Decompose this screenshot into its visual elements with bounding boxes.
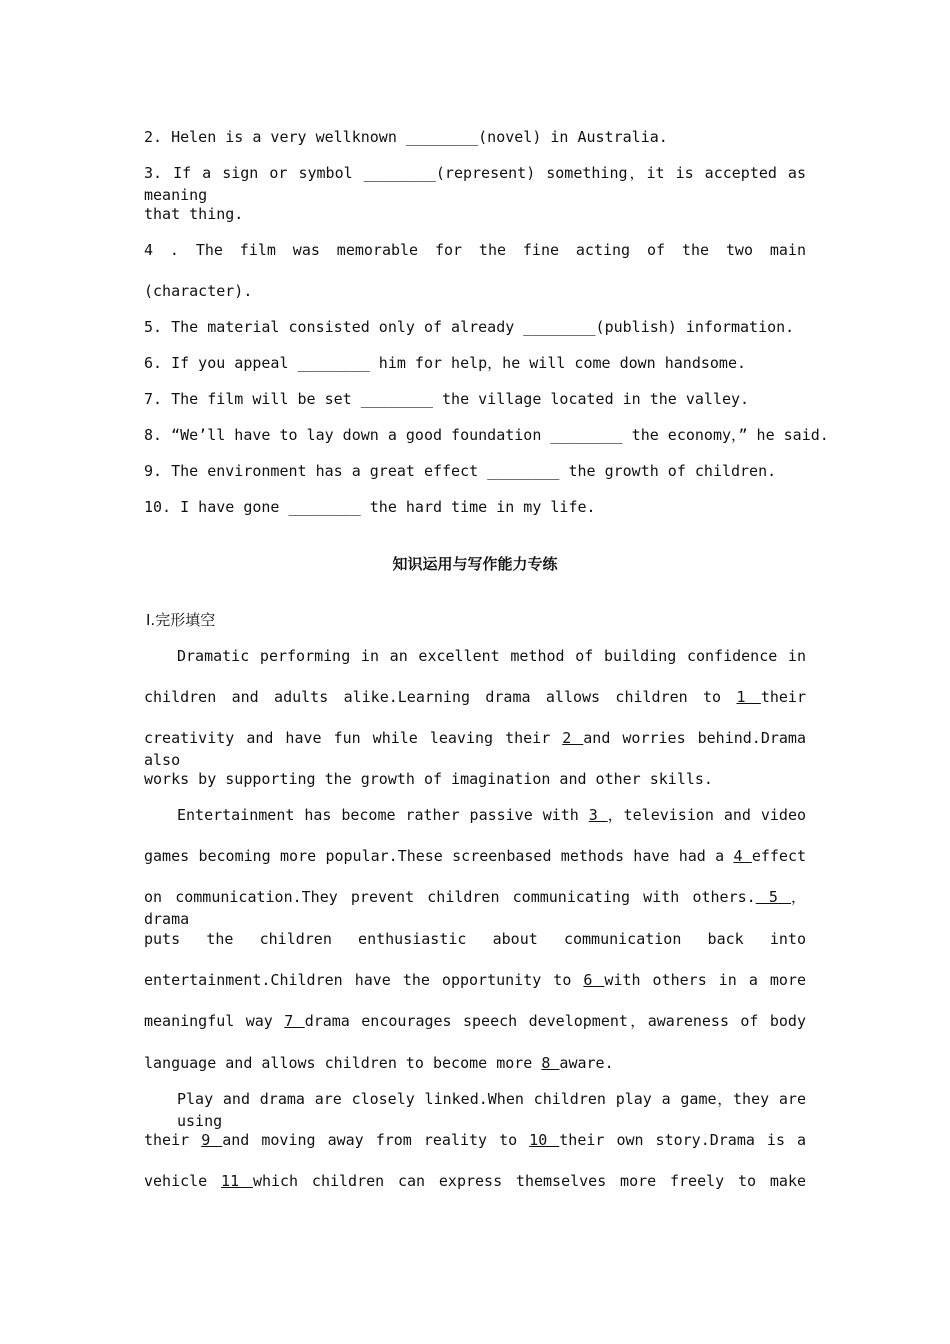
blank-5: 5 <box>755 888 791 906</box>
exercise-item-7: 7. The film will be set ________ the village located in the valley. <box>144 390 750 408</box>
exercise-item-4: 4 . The film was memorable for the fine acting of the two main <box>144 241 806 259</box>
passage-p2-line-1 <box>177 804 806 826</box>
text-segment: ，television and video <box>607 806 807 824</box>
blank-2: 2 <box>562 729 584 747</box>
passage-p2-line-4: puts the children enthusiastic about communication back into <box>144 930 806 948</box>
passage-p1-line-4: works by supporting the growth of imagination and other skills. <box>144 770 713 788</box>
text-segment: entertainment.Children have the opportunity to <box>144 971 584 989</box>
blank-3: 3 <box>588 806 608 824</box>
passage-p2-line-2 <box>144 845 806 867</box>
text-segment: children and adults alike.Learning drama allows children to <box>144 688 737 706</box>
passage-p2-line-3 <box>144 886 807 928</box>
exercise-item-3: 3. If a sign or symbol ________(represent) something，it is accepted as meaning <box>144 164 806 204</box>
text-segment: games becoming more popular.These screenbased methods have had a <box>144 847 734 865</box>
text-segment: meaningful way <box>144 1012 285 1030</box>
text-segment: effect <box>751 847 807 865</box>
part-label: Ⅰ.完形填空 <box>146 611 216 629</box>
passage-p2-line-5 <box>144 969 806 991</box>
exercise-item-6: 6. If you appeal ________ him for help，he will come down handsome. <box>144 354 746 372</box>
exercise-item-10: 10. I have gone ________ the hard time in my life. <box>144 498 596 516</box>
text-segment: their own story.Drama is a <box>559 1131 807 1149</box>
text-segment: with others in a more <box>604 971 806 989</box>
section-title: 知识运用与写作能力专练 <box>392 555 558 573</box>
text-segment: ，drama <box>144 888 807 928</box>
blank-7: 7 <box>284 1012 305 1030</box>
text-segment: on communication.They prevent children communicating with others. <box>144 888 756 906</box>
blank-1: 1 <box>736 688 761 706</box>
exercise-item-3-continued: that thing. <box>144 205 244 223</box>
blank-8: 8 <box>541 1054 560 1072</box>
passage-p1-line-1: Dramatic performing in an excellent method of building confidence in <box>177 647 806 665</box>
passage-p1-line-2 <box>144 686 806 708</box>
text-segment: Entertainment has become rather passive with <box>177 806 589 824</box>
text-segment: drama encourages speech development，awareness of body <box>304 1012 806 1030</box>
text-segment: which children can express themselves more freely to make <box>252 1172 807 1190</box>
blank-11: 11 <box>221 1172 253 1190</box>
exercise-item-5: 5. The material consisted only of already ________(publish) information. <box>144 318 795 336</box>
text-segment: aware. <box>559 1054 614 1072</box>
text-segment: their <box>760 688 806 706</box>
text-segment: creativity and have fun while leaving their <box>144 729 563 747</box>
exercise-item-9: 9. The environment has a great effect ________ the growth of children. <box>144 462 777 480</box>
blank-9: 9 <box>201 1131 223 1149</box>
blank-6: 6 <box>583 971 605 989</box>
passage-p1-line-3 <box>144 727 806 769</box>
text-segment: language and allows children to become more <box>144 1054 542 1072</box>
passage-p2-line-6 <box>144 1010 806 1032</box>
text-segment: and moving away from reality to <box>222 1131 530 1149</box>
text-segment: their <box>144 1131 202 1149</box>
text-segment: and worries behind.Drama also <box>144 729 806 769</box>
passage-p3-line-3 <box>144 1170 806 1192</box>
passage-p3-line-2 <box>144 1129 806 1151</box>
exercise-item-8: 8. “We’ll have to lay down a good foundation ________ the economy，” he said. <box>144 426 829 444</box>
passage-p2-line-7 <box>144 1052 806 1074</box>
blank-4: 4 <box>733 847 752 865</box>
exercise-item-4-continued: (character). <box>144 282 253 300</box>
blank-10: 10 <box>529 1131 560 1149</box>
passage-p3-line-1: Play and drama are closely linked.When children play a game，they are using <box>177 1090 806 1130</box>
text-segment: vehicle <box>144 1172 222 1190</box>
exercise-item-2: 2. Helen is a very wellknown ________(novel) in Australia. <box>144 128 668 146</box>
